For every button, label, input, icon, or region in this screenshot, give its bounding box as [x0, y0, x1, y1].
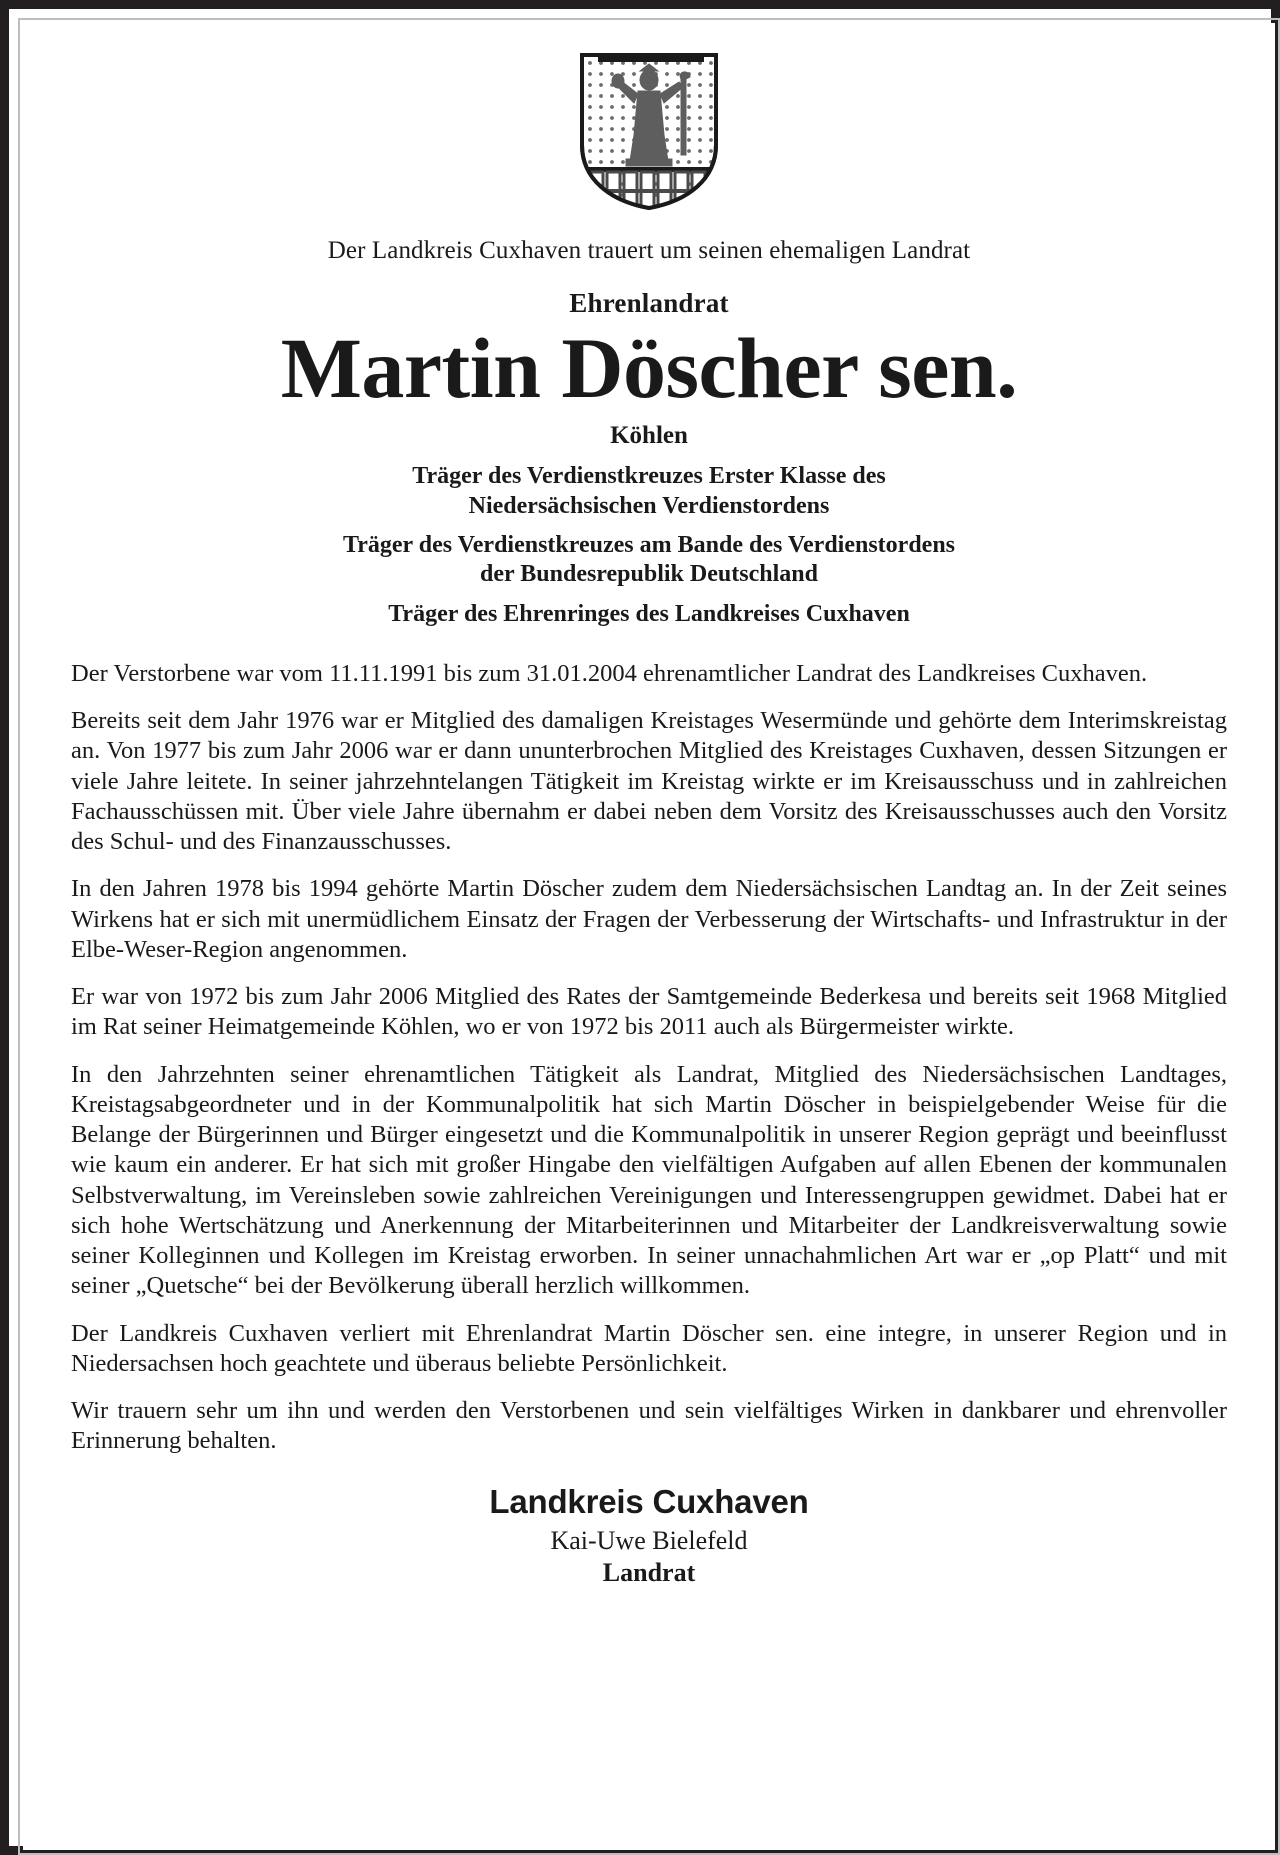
body-paragraph: Bereits seit dem Jahr 1976 war er Mitglied des damaligen Kreistages Wesermünde und gehörte dem Interimskreistag an. Von 1977 bis zum Jahr 2006 war er dann ununterbrochen Mitglied des Kreistages Cuxhaven, dessen Sitzungen er viele Jahre leitete. In seiner jahrzehntelangen Tätigkeit im Kreistag wirkte er im Kreisausschuss und in zahlreichen Fachausschüssen mit. Über viele Jahre übernahm er dabei neben dem Vorsitz des Kreisausschusses auch den Vorsitz des Schul- und des Finanzausschusses.: [71, 707, 1227, 856]
body-paragraph: Er war von 1972 bis zum Jahr 2006 Mitglied des Rates der Samtgemeinde Bederkesa und bereits seit 1968 Mitglied im Rat seiner Heimatgemeinde Köhlen, wo er von 1972 bis 2011 auch als Bürgermeister wirkte.: [71, 983, 1227, 1041]
honors-list: [71, 462, 1227, 628]
body-paragraph: Wir trauern sehr um ihn und werden den Verstorbenen und sein vielfältiges Wirken in dankbarer und ehrenvoller Erinnerung behalten.: [71, 1397, 1227, 1455]
honorary-rank: Ehrenlandrat: [569, 287, 729, 318]
body-paragraph: In den Jahren 1978 bis 1994 gehörte Martin Döscher zudem dem Niedersächsischen Landtag an. In der Zeit seines Wirkens hat er sich mit unermüdlichem Einsatz der Fragen der Verbesserung der Wirtschafts- und Infrastruktur in der Elbe-Weser-Region angenommen.: [71, 875, 1227, 963]
signer-title: Landrat: [602, 1557, 696, 1587]
deceased-name: Martin Döscher sen.: [280, 319, 1018, 416]
obituary-body: [71, 659, 1227, 1457]
signer-name: Kai-Uwe Bielefeld: [550, 1525, 748, 1555]
honor-line: Träger des Verdienstkreuzes Erster Klasse des: [412, 463, 886, 490]
body-paragraph: In den Jahrzehnten seiner ehrenamtlichen Tätigkeit als Landrat, Mitglied des Niedersächsischen Landtages, Kreistagsabgeordneter und in der Kommunalpolitik hat sich Martin Döscher in beispielgebender Weise für die Belange der Bürgerinnen und Bürger eingesetzt und die Kommunalpolitik in unserer Region geprägt und beeinflusst wie kaum ein anderer. Er hat sich mit großer Hingabe den vielfältigen Aufgaben auf allen Ebenen der kommunalen Selbstverwaltung, im Vereinsleben sowie zahlreichen Vereinigungen und Interessengruppen gewidmet. Dabei hat er sich hohe Wertschätzung und Anerkennung der Mitarbeiterinnen und Mitarbeiter der Landkreisverwaltung sowie seiner Kolleginnen und Kollegen im Kreistag erworben. In seiner unnachahmlichen Art war er „op Platt“ und mit seiner „Quetsche“ bei der Bevölkerung überall herzlich willkommen.: [71, 1060, 1227, 1300]
honor-block: [71, 462, 1227, 521]
honor-line: Niedersächsischen Verdienstordens: [468, 492, 830, 519]
honor-block: [71, 600, 1227, 629]
honor-line: Träger des Ehrenringes des Landkreises Cuxhaven: [388, 600, 910, 627]
coat-of-arms-icon: [576, 49, 722, 212]
lede-line: Der Landkreis Cuxhaven trauert um seinen ehemaligen Landrat: [327, 237, 971, 264]
honor-block: [71, 531, 1227, 590]
honor-line: der Bundesrepublik Deutschland: [480, 561, 818, 588]
signature-block: [71, 1483, 1227, 1588]
hometown: Köhlen: [610, 422, 688, 450]
signing-organisation: Landkreis Cuxhaven: [489, 1482, 809, 1520]
obituary-notice: [23, 23, 1275, 1850]
crest-container: [71, 35, 1227, 223]
body-paragraph: Der Verstorbene war vom 11.11.1991 bis zum 31.01.2004 ehrenamtlicher Landrat des Landkreises Cuxhaven.: [71, 659, 1148, 687]
body-paragraph: Der Landkreis Cuxhaven verliert mit Ehrenlandrat Martin Döscher sen. eine integre, in unserer Region und in Niedersachsen hoch geachtete und überaus beliebte Persönlichkeit.: [71, 1319, 1227, 1377]
honor-line: Träger des Verdienstkreuzes am Bande des Verdienstordens: [342, 532, 956, 558]
